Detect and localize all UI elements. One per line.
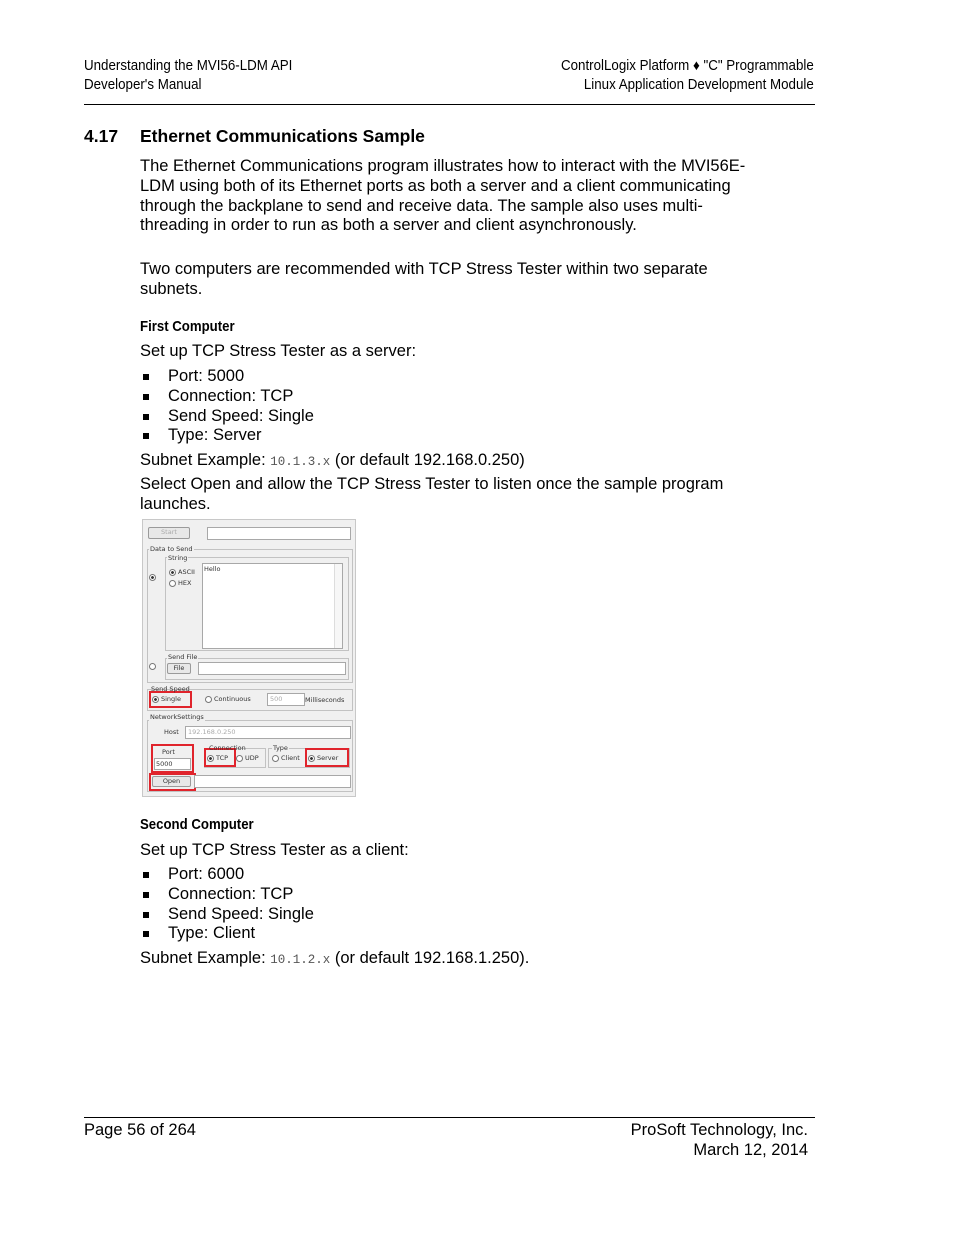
header-right	[561, 57, 814, 95]
second-subnet-line: Subnet Example: 10.1.2.x (or default 192.168.1.250).	[140, 949, 530, 967]
first-intro: Set up TCP Stress Tester as a server:	[140, 342, 417, 360]
section-number: 4.17	[84, 126, 119, 146]
footer-right	[631, 1120, 808, 1160]
first-subnet-line: Subnet Example: 10.1.3.x (or default 192.168.0.250)	[140, 451, 525, 469]
section-title: Ethernet Communications Sample	[140, 126, 425, 146]
string-group-label: String	[168, 554, 188, 562]
port-label: Port	[162, 748, 175, 756]
manual-title: Understanding the MVI56-LDM API	[84, 58, 293, 74]
open-button[interactable]: Open	[152, 776, 191, 787]
ascii-radio[interactable]: ASCII	[169, 568, 195, 576]
continuous-radio[interactable]: Continuous	[205, 695, 251, 703]
subnet-code: 10.1.2.x	[270, 953, 331, 967]
second-bullet-list	[140, 865, 314, 944]
list-item: Connection: TCP	[140, 885, 314, 905]
client-radio[interactable]: Client	[272, 754, 300, 762]
file-mode-radio[interactable]	[149, 662, 158, 670]
milliseconds-label: Milliseconds	[305, 696, 345, 704]
recommend-paragraph: Two computers are recommended with TCP Stress Tester within two separate subnets.	[140, 260, 708, 298]
type-label: Type	[273, 744, 288, 752]
file-path-field[interactable]	[198, 662, 346, 675]
status-field	[207, 527, 351, 540]
send-file-label: Send File	[168, 653, 198, 661]
interval-input[interactable]: 500	[267, 693, 305, 706]
tcp-stress-tester-screenshot	[142, 519, 356, 797]
publish-date: March 12, 2014	[693, 1141, 808, 1159]
company-name: ProSoft Technology, Inc.	[630, 1121, 808, 1139]
intro-paragraph: The Ethernet Communications program illustrates how to interact with the MVI56E-LDM using both of its Ethernet ports as both a server and a client communicating through the backplane to send and receive data. The sample also uses multi-threading in order to run as both a server and client asynchronously.	[140, 157, 746, 235]
manual-subtitle: Developer's Manual	[84, 77, 202, 93]
list-item: Port: 5000	[140, 367, 314, 387]
textarea-scrollbar[interactable]	[334, 564, 342, 648]
single-radio[interactable]: Single	[152, 695, 181, 703]
list-item: Port: 6000	[140, 865, 314, 885]
udp-radio[interactable]: UDP	[236, 754, 259, 762]
host-input[interactable]: 192.168.0.250	[185, 726, 351, 739]
page-number: Page 56 of 264	[84, 1121, 196, 1139]
list-item: Send Speed: Single	[140, 407, 314, 427]
header-left	[84, 57, 292, 95]
footer-rule	[84, 1117, 815, 1118]
string-textarea[interactable]	[202, 563, 343, 649]
subnet-code: 10.1.3.x	[270, 455, 331, 469]
start-button[interactable]: Start	[148, 527, 190, 539]
list-item: Send Speed: Single	[140, 905, 314, 925]
string-mode-radio[interactable]	[149, 573, 158, 581]
list-item: Type: Client	[140, 924, 314, 944]
send-speed-label: Send Speed	[151, 685, 190, 693]
first-bullet-list	[140, 367, 314, 446]
data-to-send-label: Data to Send	[150, 545, 193, 553]
host-label: Host	[164, 728, 179, 736]
open-instruction: Select Open and allow the TCP Stress Tester to listen once the sample program launches.	[140, 475, 724, 513]
list-item: Type: Server	[140, 426, 314, 446]
module-title: Linux Application Development Module	[584, 77, 814, 93]
tcp-radio[interactable]: TCP	[207, 754, 228, 762]
list-item: Connection: TCP	[140, 387, 314, 407]
connection-label: Connection	[209, 744, 246, 752]
server-radio[interactable]: Server	[308, 754, 338, 762]
hex-radio[interactable]: HEX	[169, 579, 191, 587]
header-rule	[84, 104, 815, 105]
second-intro: Set up TCP Stress Tester as a client:	[140, 841, 409, 859]
status-output-field	[194, 775, 351, 788]
network-settings-label: NetworkSettings	[150, 713, 204, 721]
string-text: Hello	[204, 565, 221, 573]
second-computer-heading: Second Computer	[140, 816, 254, 833]
port-input[interactable]: 5000	[154, 758, 191, 770]
first-computer-heading: First Computer	[140, 318, 235, 335]
file-button[interactable]: File	[167, 663, 191, 674]
platform-title: ControlLogix Platform ♦ "C" Programmable	[561, 58, 814, 74]
